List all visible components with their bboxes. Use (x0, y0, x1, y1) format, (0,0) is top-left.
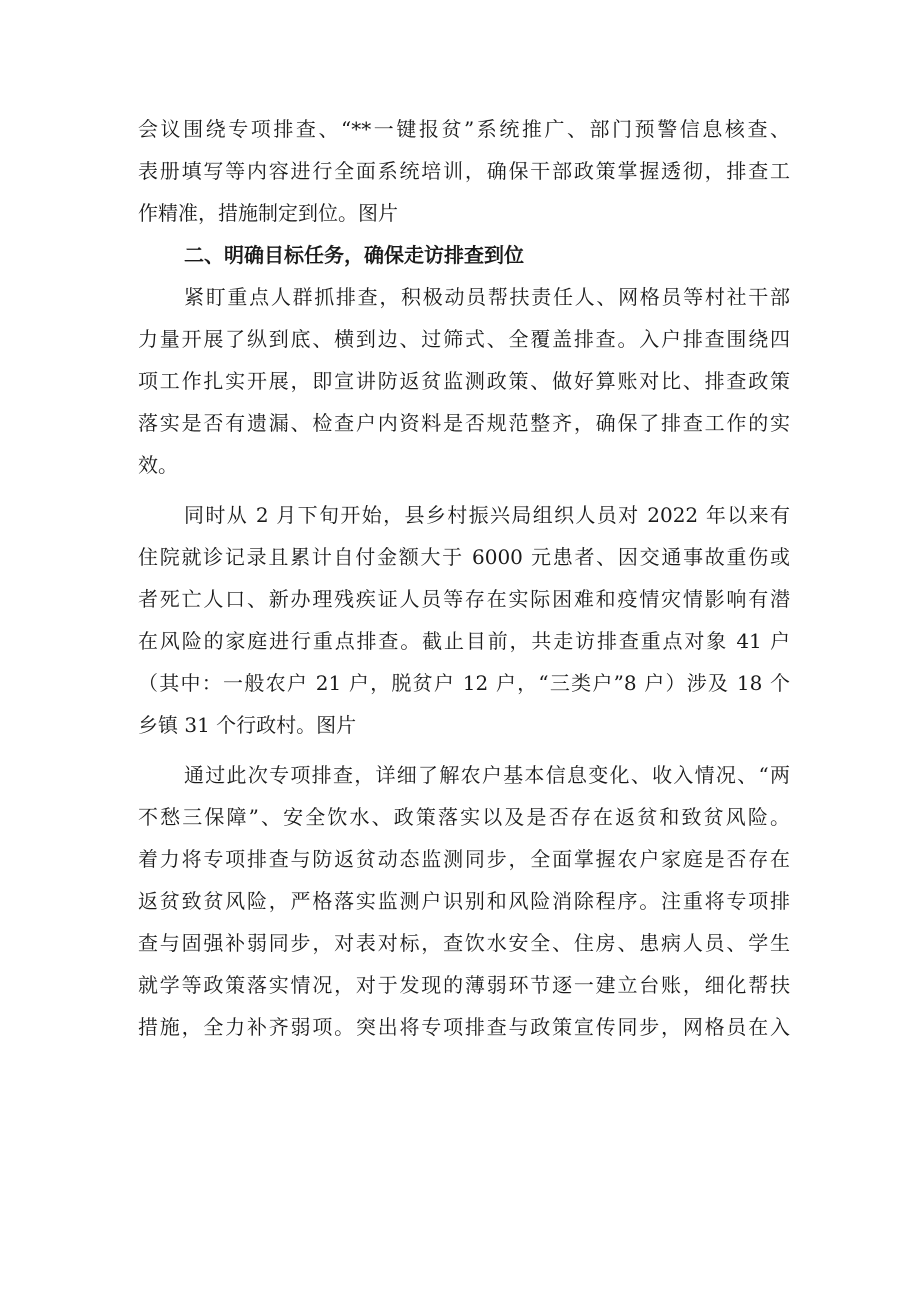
text-line: 同时从 2 月下旬开始，县乡村振兴局组织人员对 2022 年以来有 (184, 503, 790, 527)
paragraph-3 (138, 754, 790, 1048)
text-line: 落实是否有遗漏、检查户内资料是否规范整齐，确保了排查工作的实 (138, 411, 790, 435)
text-line: 紧盯重点人群抓排查，积极动员帮扶责任人、网格员等村社干部 (184, 285, 790, 309)
text-line: 表册填写等内容进行全面系统培训，确保干部政策掌握透彻，排查工 (138, 159, 790, 183)
text-line: 力量开展了纵到底、横到边、过筛式、全覆盖排查。入户排查围绕四 (138, 327, 790, 351)
text-line: 就学等政策落实情况，对于发现的薄弱环节逐一建立台账，细化帮扶 (138, 973, 790, 997)
text-line: 者死亡人口、新办理残疾证人员等存在实际困难和疫情灾情影响有潜 (138, 587, 790, 611)
paragraph-2 (138, 494, 790, 746)
text-line: 住院就诊记录且累计自付金额大于 6000 元患者、因交通事故重伤或 (138, 545, 790, 569)
text-line: （其中：一般农户 21 户，脱贫户 12 户，“三类户”8 户）涉及 18 个 (138, 671, 790, 695)
text-line: 作精准，措施制定到位。图片 (138, 201, 398, 225)
text-line: 通过此次专项排查，详细了解农户基本信息变化、收入情况、“两 (184, 763, 790, 787)
text-line: 会议围绕专项排查、“**一键报贫”系统推广、部门预警信息核查、 (138, 117, 790, 141)
text-line: 查与固强补弱同步，对表对标，查饮水安全、住房、患病人员、学生 (138, 931, 790, 955)
text-line: 效。 (138, 453, 178, 477)
document-page (138, 108, 790, 1048)
paragraph-1 (138, 276, 790, 486)
text-line: 措施，全力补齐弱项。突出将专项排查与政策宣传同步，网格员在入 (138, 1015, 790, 1039)
text-line: 项工作扎实开展，即宣讲防返贫监测政策、做好算账对比、排查政策 (138, 369, 790, 393)
intro-paragraph (138, 108, 790, 234)
text-line: 不愁三保障”、安全饮水、政策落实以及是否存在返贫和致贫风险。 (138, 805, 790, 829)
text-line: 返贫致贫风险，严格落实监测户识别和风险消除程序。注重将专项排 (138, 889, 790, 913)
text-line: 着力将专项排查与防返贫动态监测同步，全面掌握农户家庭是否存在 (138, 847, 790, 871)
section-heading: 二、明确目标任务，确保走访排查到位 (184, 243, 524, 267)
text-line: 在风险的家庭进行重点排查。截止目前，共走访排查重点对象 41 户 (138, 629, 790, 653)
text-line: 乡镇 31 个行政村。图片 (138, 713, 357, 737)
